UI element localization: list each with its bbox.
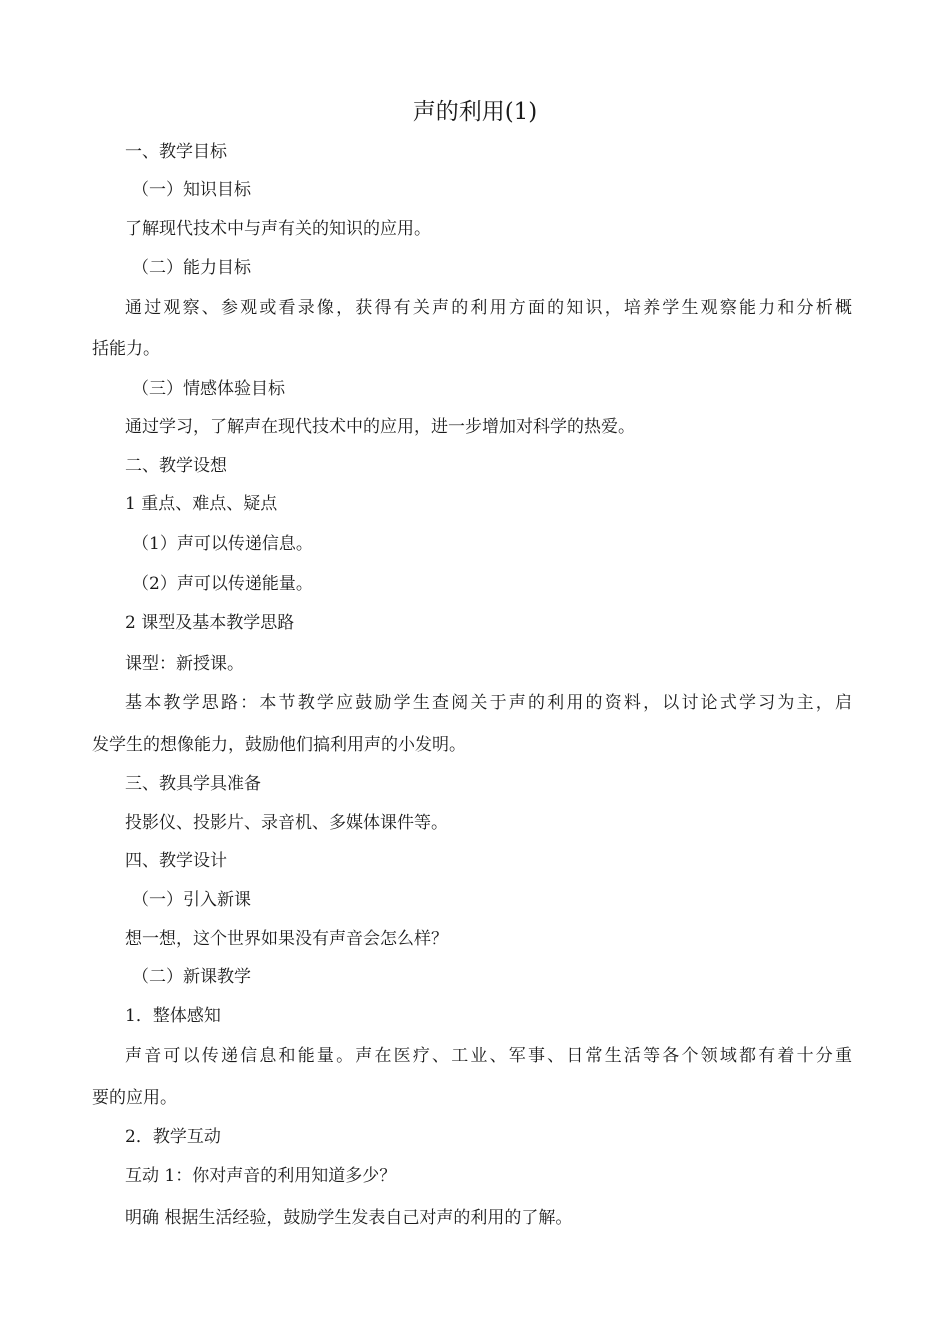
subheading-introduction: （一）引入新课 [132, 890, 251, 910]
paragraph-ability-line1: 通过观察、参观或看录像，获得有关声的利用方面的知识，培养学生观察能力和分析概 [125, 298, 852, 318]
subheading-ability-goal: （二）能力目标 [132, 258, 251, 278]
paragraph-teaching-idea-line2: 发学生的想像能力，鼓励他们搞利用声的小发明。 [92, 735, 466, 755]
subheading-new-lesson: （二）新课教学 [132, 967, 251, 987]
list-item-key-point-2: （2）声可以传递能量。 [132, 574, 313, 594]
subheading-emotion-goal: （三）情感体验目标 [132, 379, 285, 399]
subheading-interaction: 2．教学互动 [125, 1127, 221, 1147]
subheading-key-points: 1 重点、难点、疑点 [125, 494, 278, 514]
document-title: 声的利用(1) [412, 99, 538, 125]
paragraph-ability-line2: 括能力。 [92, 339, 160, 359]
section-heading-plan: 二、教学设想 [125, 456, 227, 476]
paragraph-interaction-1: 互动 1：你对声音的利用知道多少？ [125, 1166, 397, 1186]
paragraph-emotion: 通过学习，了解声在现代技术中的应用，进一步增加对科学的热爱。 [125, 417, 635, 437]
paragraph-materials: 投影仪、投影片、录音机、多媒体课件等。 [125, 813, 448, 833]
section-heading-materials: 三、教具学具准备 [125, 774, 261, 794]
paragraph-knowledge: 了解现代技术中与声有关的知识的应用。 [125, 219, 431, 239]
subheading-overall-perception: 1．整体感知 [125, 1006, 221, 1026]
paragraph-lesson-type: 课型：新授课。 [125, 654, 244, 674]
section-heading-design: 四、教学设计 [125, 851, 227, 871]
list-item-key-point-1: （1）声可以传递信息。 [132, 534, 313, 554]
paragraph-perception-line2: 要的应用。 [92, 1088, 177, 1108]
paragraph-clarification: 明确 根据生活经验，鼓励学生发表自己对声的利用的了解。 [125, 1208, 573, 1228]
paragraph-perception-line1: 声音可以传递信息和能量。声在医疗、工业、军事、日常生活等各个领域都有着十分重 [125, 1046, 852, 1066]
section-heading-goals: 一、教学目标 [125, 142, 227, 162]
subheading-lesson-type: 2 课型及基本教学思路 [125, 613, 295, 633]
paragraph-introduction: 想一想，这个世界如果没有声音会怎么样？ [125, 929, 448, 949]
paragraph-teaching-idea-line1: 基本教学思路：本节教学应鼓励学生查阅关于声的利用的资料，以讨论式学习为主，启 [125, 693, 852, 713]
subheading-knowledge-goal: （一）知识目标 [132, 180, 251, 200]
